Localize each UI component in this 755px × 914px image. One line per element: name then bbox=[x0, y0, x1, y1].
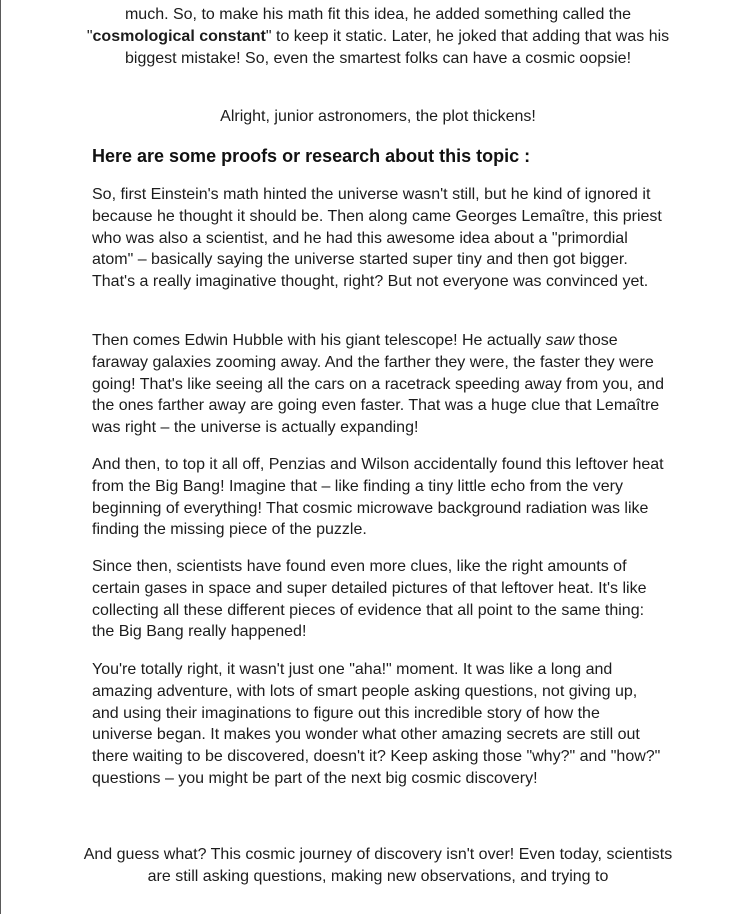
cosmological-constant-term: cosmological constant bbox=[92, 27, 266, 45]
paragraph-more-clues: Since then, scientists have found even more clues, like the right amounts of certain gases in space and super detailed pictures of that leftover heat. It's like collecting all these different pieces of evidence that all point to the same thing: the Big Bang really happened! bbox=[92, 558, 647, 641]
intro-text-after: " to keep it static. Later, he joked that adding that was his biggest mistake! So, even the smartest folks can have a cosmic oopsie! bbox=[124, 27, 670, 67]
paragraph-hubble bbox=[92, 330, 664, 439]
hubble-text-before: Then comes Edwin Hubble with his giant telescope! He actually bbox=[92, 332, 546, 349]
hubble-text-after: those faraway galaxies zooming away. And the farther they were, the faster they were going! That's like seeing all the cars on a racetrack speeding away from you, and the ones farther away are going even faster. That was a huge clue that Lemaître was right – the universe is actually expanding! bbox=[92, 332, 664, 437]
page-left-border bbox=[0, 0, 1, 914]
paragraph-einstein-lemaitre: So, first Einstein's math hinted the universe wasn't still, but he kind of ignored it because he thought it should be. Then along came Georges Lemaître, this priest who was also a scientist, and he had this awesome idea about a "primordial atom" – basically saying the universe started super tiny and then got bigger. That's a really imaginative thought, right? But not everyone was convinced yet. bbox=[92, 186, 662, 291]
paragraph-adventure: You're totally right, it wasn't just one "aha!" moment. It was like a long and amazing adventure, with lots of smart people asking questions, not giving up, and using their imaginations to figure out this incredible story of how the universe began. It makes you wonder what other amazing secrets are still out there waiting to be discovered, doesn't it? Keep asking those "why?" and "how?" questions – you might be part of the next big cosmic discovery! bbox=[92, 661, 661, 787]
section-heading: Here are some proofs or research about this topic : bbox=[92, 146, 531, 166]
closing-paragraph: And guess what? This cosmic journey of discovery isn't over! Even today, scientists are still asking questions, making new observations, and trying to bbox=[83, 846, 673, 885]
intro-paragraph bbox=[70, 4, 686, 69]
intro-text-before: much. So, to make his math fit this idea, he added something called the " bbox=[86, 6, 632, 45]
paragraph-penzias-wilson: And then, to top it all off, Penzias and Wilson accidentally found this leftover heat from the Big Bang! Imagine that – like finding a tiny little echo from the very beginning of everything! That cosmic microwave background radiation was like finding the missing piece of the puzzle. bbox=[92, 456, 664, 539]
emphasis-saw: saw bbox=[545, 332, 575, 349]
plot-thickens-line: Alright, junior astronomers, the plot thickens! bbox=[220, 108, 536, 125]
